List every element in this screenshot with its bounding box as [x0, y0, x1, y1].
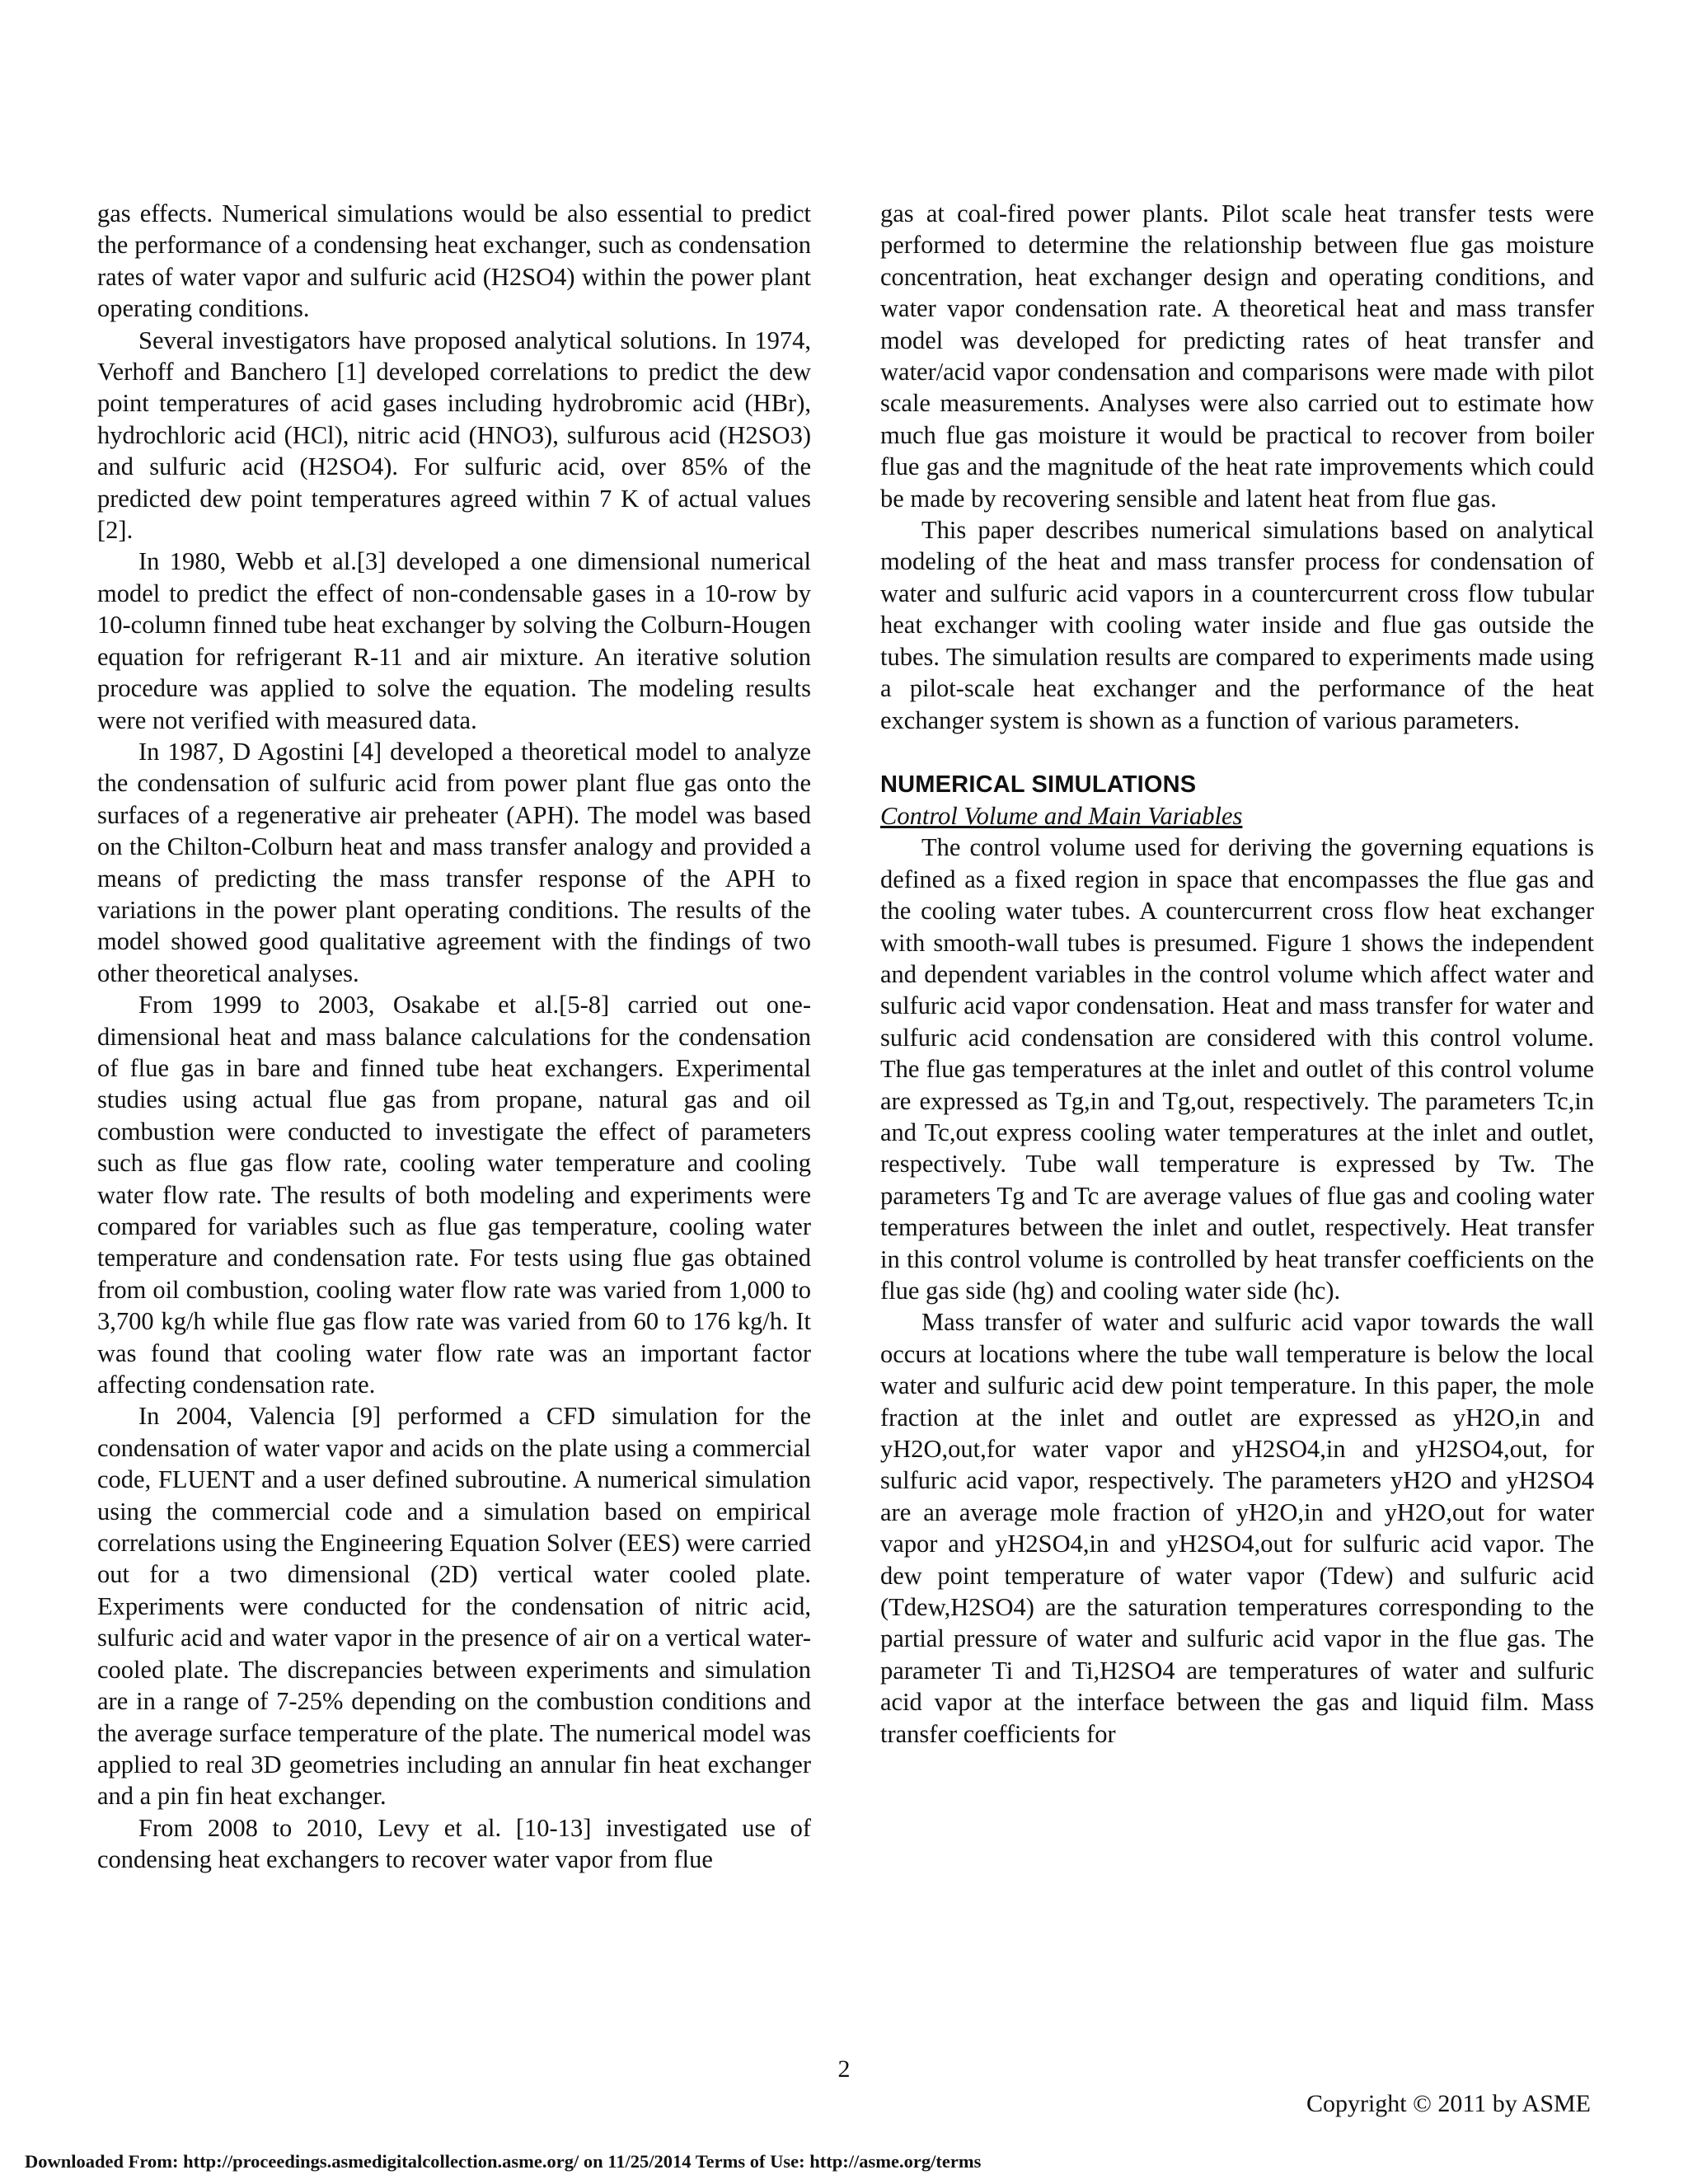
paragraph: In 1987, D Agostini [4] developed a theoretical model to analyze the condensation of sulfuric acid from power plant flue gas onto the surfaces of a regenerative air preheater (APH). The model was based on the Chilton-Colburn heat and mass transfer analogy and provided a means of predicting the mass transfer response of the APH to variations in the power plant operating conditions. The results of the model showed good qualitative agreement with the findings of two other theoretical analyses. — [97, 737, 811, 987]
left-column — [97, 198, 811, 1876]
paragraph: Several investigators have proposed analytical solutions. In 1974, Verhoff and Banchero [1] developed correlations to predict the dew point temperatures of acid gases including hydrobromic acid (HBr), hydrochloric acid (HCl), nitric acid (HNO3), sulfurous acid (H2SO3) and sulfuric acid (H2SO4). For sulfuric acid, over 85% of the predicted dew point temperatures agreed within 7 K of actual values [2]. — [97, 326, 811, 545]
paragraph: gas effects. Numerical simulations would be also essential to predict the performance of a condensing heat exchanger, such as condensation rates of water vapor and sulfuric acid (H2SO4) within the power plant operating conditions. — [97, 199, 811, 323]
download-notice: Downloaded From: http://proceedings.asmedigitalcollection.asme.org/ on 11/25/2014 Terms of Use: http://asme.org/terms — [25, 2151, 982, 2172]
paragraph: This paper describes numerical simulations based on analytical modeling of the heat and mass transfer process for condensation of water and sulfuric acid vapors in a countercurrent cross flow tubular heat exchanger with cooling water inside and flue gas outside the tubes. The simulation results are compared to experiments made using a pilot-scale heat exchanger and the performance of the heat exchanger system is shown as a function of various parameters. — [880, 516, 1594, 734]
paragraph: From 2008 to 2010, Levy et al. [10-13] investigated use of condensing heat exchangers to recover water vapor from flue — [97, 1813, 811, 1874]
paragraph: In 1980, Webb et al.[3] developed a one dimensional numerical model to predict the effect of non-condensable gases in a 10-row by 10-column finned tube heat exchanger by solving the Colburn-Hougen equation for refrigerant R-11 and air mixture. An iterative solution procedure was applied to solve the equation. The modeling results were not verified with measured data. — [97, 547, 811, 734]
paragraph: gas at coal-fired power plants. Pilot scale heat transfer tests were performed to determine the relationship between flue gas moisture concentration, heat exchanger design and operating conditions, and water vapor condensation rate. A theoretical heat and mass transfer model was developed for predicting rates of heat transfer and water/acid vapor condensation and comparisons were made with pilot scale measurements. Analyses were also carried out to estimate how much flue gas moisture it would be practical to recover from boiler flue gas and the magnitude of the heat rate improvements which could be made by recovering sensible and latent heat from flue gas. — [880, 199, 1594, 513]
paragraph: From 1999 to 2003, Osakabe et al.[5-8] carried out one-dimensional heat and mass balance calculations for the condensation of flue gas in bare and finned tube heat exchangers. Experimental studies using actual flue gas from propane, natural gas and oil combustion were conducted to investigate the effect of parameters such as flue gas flow rate, cooling water temperature and cooling water flow rate. The results of both modeling and experiments were compared for variables such as flue gas temperature, cooling water temperature and condensation rate. For tests using flue gas obtained from oil combustion, cooling water flow rate was varied from 1,000 to 3,700 kg/h while flue gas flow rate was varied from 60 to 176 kg/h. It was found that cooling water flow rate was an important factor affecting condensation rate. — [97, 991, 811, 1399]
page-number: 2 — [837, 2055, 851, 2083]
paragraph: The control volume used for deriving the governing equations is defined as a fixed region in space that encompasses the flue gas and the cooling water tubes. A countercurrent cross flow heat exchanger with smooth-wall tubes is presumed. Figure 1 shows the independent and dependent variables in the control volume which affect water and sulfuric acid vapor condensation. Heat and mass transfer for water and sulfuric acid condensation are considered with this control volume. The flue gas temperatures at the inlet and outlet of this control volume are expressed as Tg,in and Tg,out, respectively. The parameters Tc,in and Tc,out express cooling water temperatures at the inlet and outlet, respectively. Tube wall temperature is expressed by Tw. The parameters Tg and Tc are average values of flue gas and cooling water temperatures between the inlet and outlet, respectively. Heat transfer in this control volume is controlled by heat transfer coefficients on the flue gas side (hg) and cooling water side (hc). — [880, 833, 1594, 1305]
paragraph: In 2004, Valencia [9] performed a CFD simulation for the condensation of water vapor and acids on the plate using a commercial code, FLUENT and a user defined subroutine. A numerical simulation using the commercial code and a simulation based on empirical correlations using the Engineering Equation Solver (EES) were carried out for a two dimensional (2D) vertical water cooled plate. Experiments were conducted for the condensation of nitric acid, sulfuric acid and water vapor in the presence of air on a vertical water-cooled plate. The discrepancies between experiments and simulation are in a range of 7-25% depending on the combustion conditions and the average surface temperature of the plate. The numerical model was applied to real 3D geometries including an annular fin heat exchanger and a pin fin heat exchanger. — [97, 1402, 811, 1811]
right-column — [880, 198, 1594, 1750]
paragraph: Mass transfer of water and sulfuric acid vapor towards the wall occurs at locations where the tube wall temperature is below the local water and sulfuric acid dew point temperature. In this paper, the mole fraction at the inlet and outlet are expressed as yH2O,in and yH2O,out,for water vapor and yH2SO4,in and yH2SO4,out, for sulfuric acid vapor, respectively. The parameters yH2O and yH2SO4 are an average mole fraction of yH2O,in and yH2O,out for water vapor and yH2SO4,in and yH2SO4,out for sulfuric acid vapor. The dew point temperature of water vapor (Tdew) and sulfuric acid (Tdew,H2SO4) are the saturation temperatures corresponding to the partial pressure of water and sulfuric acid vapor in the flue gas. The parameter Ti and Ti,H2SO4 are temperatures of water and sulfuric acid vapor at the interface between the gas and liquid film. Mass transfer coefficients for — [880, 1308, 1594, 1748]
section-heading: NUMERICAL SIMULATIONS — [880, 771, 1197, 798]
copyright-notice: Copyright © 2011 by ASME — [1306, 2090, 1591, 2117]
subsection-heading: Control Volume and Main Variables — [880, 801, 1243, 830]
